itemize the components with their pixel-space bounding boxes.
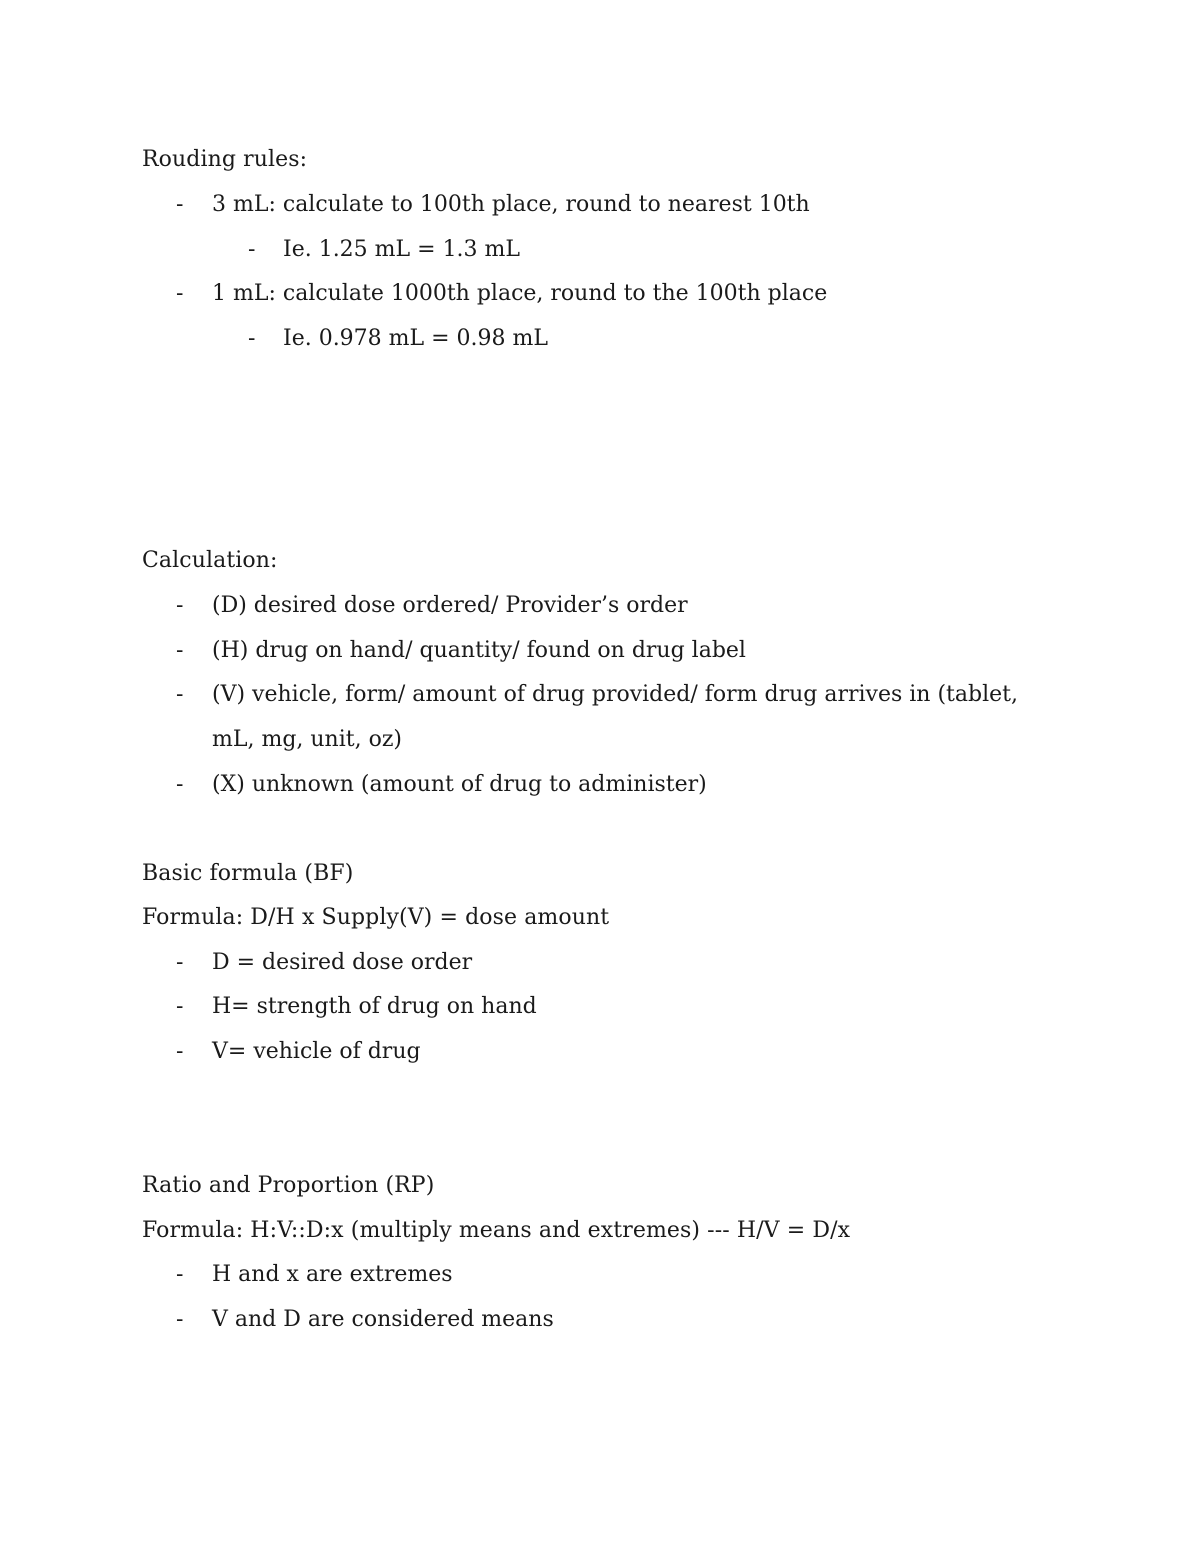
bullet-dash: - xyxy=(248,326,256,351)
bullet-dash: - xyxy=(176,281,184,306)
calculation-item xyxy=(0,636,1200,666)
ratio-proportion-item-text: H and x are extremes xyxy=(212,1262,453,1287)
basic-formula-text: Formula: D/H x Supply(V) = dose amount xyxy=(142,905,610,930)
ratio-proportion-formula: Formula: H:V::D:x (multiply means and extremes) --- H/V = D/x xyxy=(142,1218,851,1243)
bullet-dash: - xyxy=(176,1262,184,1287)
basic-formula-item-text: D = desired dose order xyxy=(212,950,473,975)
bullet-dash: - xyxy=(248,237,256,262)
calculation-item xyxy=(0,680,1200,710)
rounding-item-text: 1 mL: calculate 1000th place, round to the 100th place xyxy=(212,281,828,306)
basic-formula-heading: Basic formula (BF) xyxy=(142,861,354,886)
basic-formula-item-text: V= vehicle of drug xyxy=(212,1039,421,1064)
rounding-subitem xyxy=(0,324,1200,354)
basic-formula-item xyxy=(0,992,1200,1022)
rounding-item xyxy=(0,279,1200,309)
rounding-subitem xyxy=(0,235,1200,265)
calculation-item-text: (H) drug on hand/ quantity/ found on drug label xyxy=(212,638,746,663)
calculation-item-text: (X) unknown (amount of drug to administer) xyxy=(212,772,707,797)
bullet-dash: - xyxy=(176,682,184,707)
calculation-item xyxy=(0,591,1200,621)
rounding-heading: Rouding rules: xyxy=(142,147,308,172)
bullet-dash: - xyxy=(176,192,184,217)
ratio-proportion-heading: Ratio and Proportion (RP) xyxy=(142,1173,435,1198)
ratio-proportion-item-text: V and D are considered means xyxy=(212,1307,554,1332)
ratio-proportion-item xyxy=(0,1260,1200,1290)
bullet-dash: - xyxy=(176,772,184,797)
rounding-item-text: 3 mL: calculate to 100th place, round to nearest 10th xyxy=(212,192,810,217)
rounding-subitem-text: Ie. 0.978 mL = 0.98 mL xyxy=(283,326,549,351)
calculation-item-text: (D) desired dose ordered/ Provider’s order xyxy=(212,593,688,618)
bullet-dash: - xyxy=(176,1039,184,1064)
bullet-dash: - xyxy=(176,1307,184,1332)
bullet-dash: - xyxy=(176,638,184,663)
calculation-item-text: (V) vehicle, form/ amount of drug provided/ form drug arrives in (tablet, xyxy=(212,682,1018,707)
rounding-item xyxy=(0,190,1200,220)
calculation-item-text: mL, mg, unit, oz) xyxy=(212,727,403,752)
basic-formula-item xyxy=(0,1037,1200,1067)
calculation-item-continuation xyxy=(0,725,1200,755)
calculation-item xyxy=(0,770,1200,800)
bullet-dash: - xyxy=(176,994,184,1019)
bullet-dash: - xyxy=(176,950,184,975)
ratio-proportion-item xyxy=(0,1305,1200,1335)
rounding-subitem-text: Ie. 1.25 mL = 1.3 mL xyxy=(283,237,521,262)
basic-formula-item xyxy=(0,948,1200,978)
calculation-heading: Calculation: xyxy=(142,548,278,573)
basic-formula-item-text: H= strength of drug on hand xyxy=(212,994,537,1019)
bullet-dash: - xyxy=(176,593,184,618)
